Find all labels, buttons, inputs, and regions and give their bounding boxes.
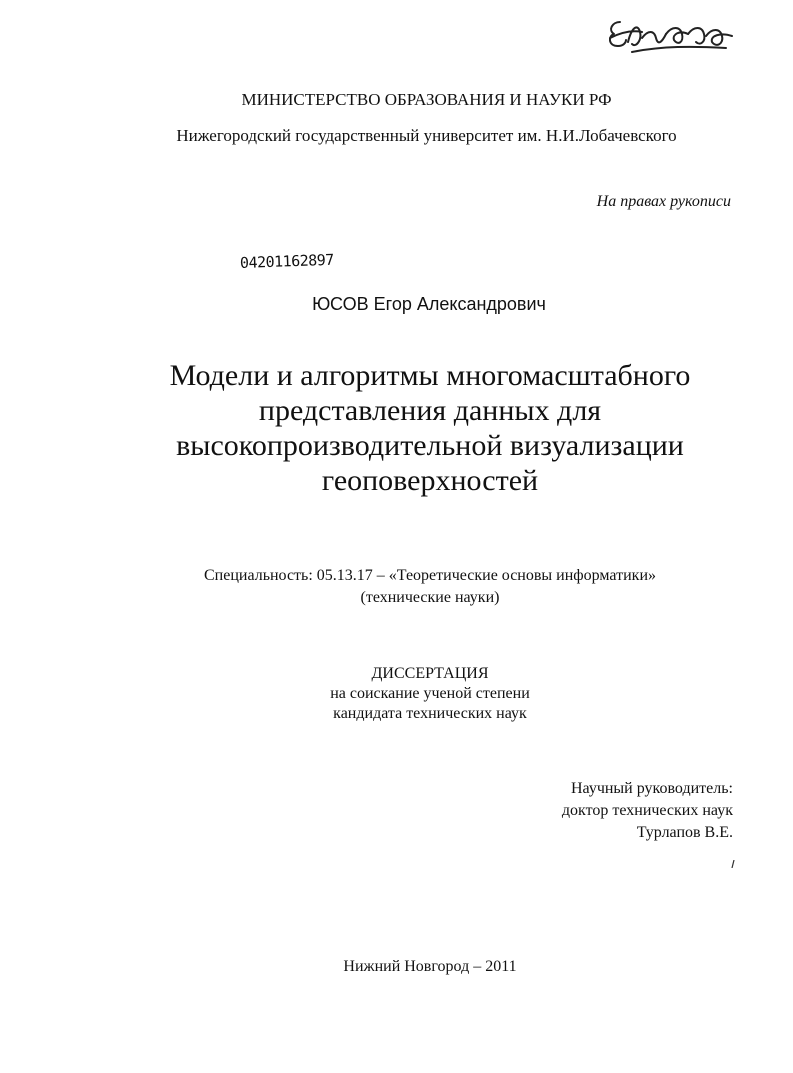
- author-name: ЮСОВ Егор Александрович: [312, 294, 546, 314]
- title-line: высокопроизводительной визуализации: [176, 429, 684, 462]
- dissertation-block: [40, 664, 793, 724]
- title-line: геоповерхностей: [321, 464, 539, 497]
- specialty-block: [40, 565, 793, 609]
- city-year: Нижний Новгород – 2011: [343, 958, 517, 975]
- specialty-field: (технические науки): [360, 589, 500, 606]
- dissertation-title: [40, 358, 793, 498]
- handwritten-signature: [602, 12, 742, 62]
- supervisor-name: Турлапов В.Е.: [636, 824, 733, 841]
- university-name: Нижегородский государственный университет им. Н.И.Лобачевского: [176, 126, 677, 145]
- manuscript-note: На правах рукописи: [596, 193, 731, 210]
- supervisor-degree: доктор технических наук: [561, 802, 733, 819]
- supervisor-label: Научный руководитель:: [570, 780, 733, 797]
- title-line: представления данных для: [258, 394, 602, 427]
- dissertation-heading: ДИССЕРТАЦИЯ: [371, 665, 489, 682]
- inventory-number-stamp: 04201162897: [239, 250, 335, 272]
- degree-line: на соискание ученой степени: [330, 685, 530, 702]
- pen-mark: [731, 860, 735, 868]
- supervisor-block: [562, 778, 733, 844]
- degree-line: кандидата технических наук: [333, 705, 527, 722]
- title-line: Модели и алгоритмы многомасштабного: [169, 359, 691, 392]
- ministry-heading: МИНИСТЕРСТВО ОБРАЗОВАНИЯ И НАУКИ РФ: [241, 90, 612, 109]
- specialty-line: Специальность: 05.13.17 – «Теоретические основы информатики»: [204, 567, 656, 584]
